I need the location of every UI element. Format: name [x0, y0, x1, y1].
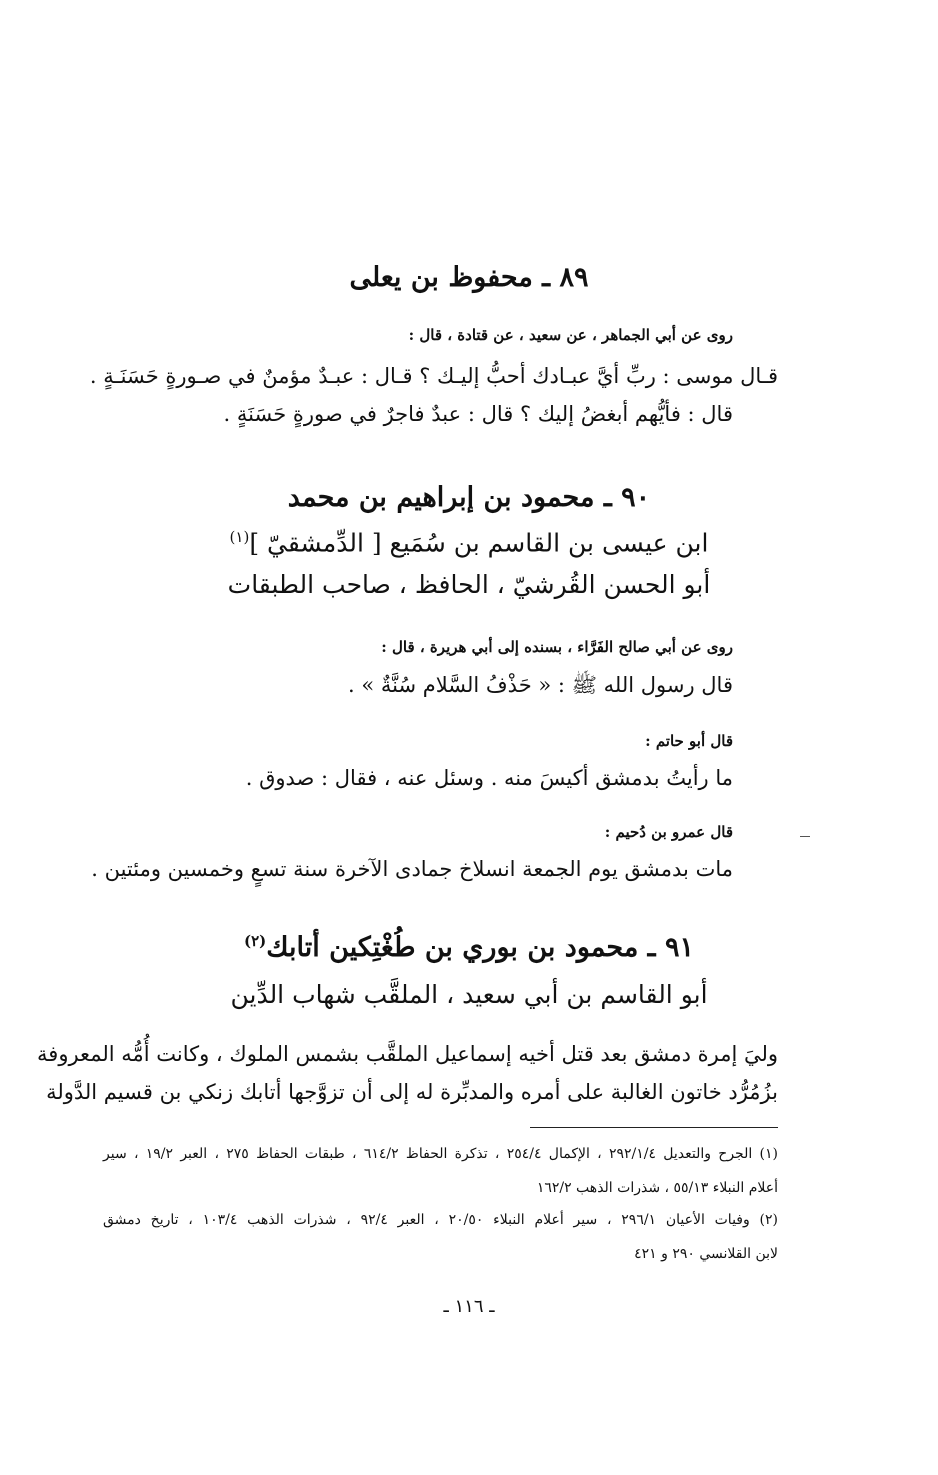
footnote-separator [530, 1127, 778, 1128]
footnote-ref-1: (١) [229, 528, 250, 546]
entry-91-line-2: بزُمُرُّد خاتون الغالبة على أمره والمدبِّرة له إلى أن تزوَّجها أتابك زنكي بن قسيم الدَّولة [46, 1080, 778, 1104]
entry-89-intro: روى عن أبي الجماهر ، عن سعيد ، عن قتادة ، قال : [408, 326, 733, 344]
footnote-ref-2: (٢) [243, 932, 267, 950]
entry-90-lineage-text: ابن عيسى بن القاسم بن سُمَيع [ الدِّمشقيّ ] [249, 528, 709, 558]
entry-90-kunya: أبو الحسن القُرشيّ ، الحافظ ، صاحب الطبقات [227, 570, 711, 599]
entry-89-line-2: قال : فأيُّهم أبغضُ إليك ؟ قال : عبدٌ فاجرٌ في صورةٍ حَسَنَةٍ . [223, 402, 733, 426]
entry-91-heading [0, 932, 938, 963]
entry-90-hadith: قال رسول الله ﷺ : « حَذْفُ السَّلام سُنَّةٌ » . [347, 673, 733, 697]
entry-90-quote-2-label: قال عمرو بن دُحيم : [604, 823, 733, 841]
margin-mark [800, 836, 810, 837]
entry-90-quote-1-text: ما رأيتُ بدمشق أكيسَ منه . وسئل عنه ، فقال : صدوق . [245, 766, 733, 790]
entry-89-heading: ٨٩ ـ محفوظ بن يعلى [349, 262, 589, 293]
entry-90-quote-1-label: قال أبو حاتم : [645, 732, 733, 750]
entry-91-line-1: وليَ إمرة دمشق بعد قتل أخيه إسماعيل الملقَّب بشمس الملوك ، وكانت أُمُّه المعروفة [37, 1042, 778, 1066]
entry-91-heading-text: ٩١ ـ محمود بن بوري بن طُغْتِكين أتابك [266, 932, 695, 963]
footnote-2-line-2: لابن القلانسي ٢٩٠ و ٤٢١ [634, 1246, 778, 1262]
entry-90-quote-2-text: مات بدمشق يوم الجمعة انسلاخ جمادى الآخرة سنة تسعٍ وخمسين ومئتين . [91, 857, 733, 881]
entry-91-kunya: أبو القاسم بن أبي سعيد ، الملقَّب شهاب الدِّين [230, 980, 708, 1009]
footnote-1-line-2: أعلام النبلاء ٥٥/١٣ ، شذرات الذهب ١٦٢/٢ [536, 1180, 778, 1196]
page-number: ـ ١١٦ ـ [443, 1296, 495, 1317]
footnote-2-line-1: (٢) وفيات الأعيان ٢٩٦/١ ، سير أعلام النبلاء ٢٠/٥٠ ، العبر ٩٢/٤ ، شذرات الذهب ١٠٣/٤ ، تاريخ دمشق [103, 1212, 778, 1228]
entry-90-intro: روى عن أبي صالح الفَرَّاء ، بسنده إلى أبي هريرة ، قال : [381, 638, 733, 656]
entry-89-line-1: قـال موسى : ربِّ أيَّ عبـادك أحبُّ إليـك ؟ قـال : عبـدٌ مؤمنٌ في صـورةٍ حَسَنَـةٍ . [89, 364, 778, 388]
entry-90-heading: ٩٠ ـ محمود بن إبراهيم بن محمد [287, 482, 651, 513]
footnote-1-line-1: (١) الجرح والتعديل ٢٩٢/١/٤ ، الإكمال ٢٥٤/٤ ، تذكرة الحفاظ ٦١٤/٢ ، طبقات الحفاظ ٢٧٥ ، العبر ١٩/٢ ، سير [103, 1146, 778, 1162]
entry-90-lineage [0, 528, 938, 557]
